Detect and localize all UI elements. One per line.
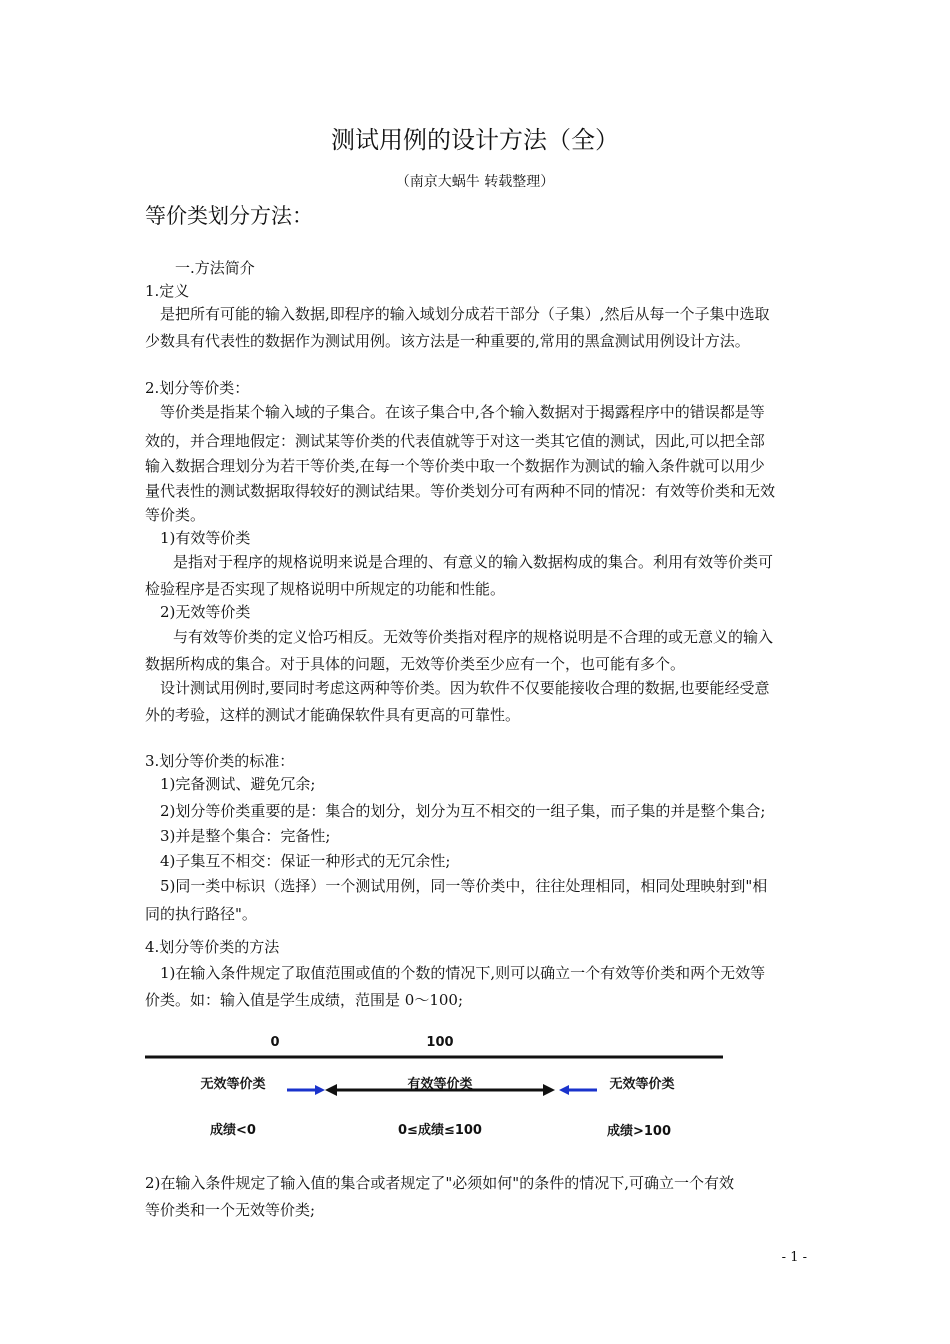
text-line: 设计测试用例时,要同时考虑这两种等价类。因为软件不仅要能接收合理的数据,也要能经受意 xyxy=(160,679,770,697)
text-line: 2)无效等价类 xyxy=(160,603,251,621)
tick-label-0: 0 xyxy=(270,1035,280,1050)
left-invalid-label: 无效等价类 xyxy=(200,1077,266,1092)
text-line: 少数具有代表性的数据作为测试用例。该方法是一种重要的,常用的黑盒测试用例设计方法。 xyxy=(145,332,750,350)
right-condition: 成绩>100 xyxy=(606,1124,672,1139)
right-blue-arrow xyxy=(559,1085,597,1095)
text-line: 2)划分等价类重要的是：集合的划分，划分为互不相交的一组子集，而子集的并是整个集合; xyxy=(160,802,766,820)
text-line: 等价类。 xyxy=(145,506,206,524)
middle-condition: 0≤成绩≤100 xyxy=(398,1123,482,1138)
document-subtitle: （南京大蜗牛 转载整理） xyxy=(395,174,555,190)
text-line: 量代表性的测试数据取得较好的测试结果。等价类划分可有两种不同的情况：有效等价类和无效 xyxy=(145,482,776,500)
text-line: 4)子集互不相交：保证一种形式的无冗余性; xyxy=(160,852,451,870)
text-line: 1)完备测试、避免冗余; xyxy=(160,775,316,793)
text-line: 数据所构成的集合。对于具体的问题，无效等价类至少应有一个，也可能有多个。 xyxy=(145,655,686,673)
tick-label-100: 100 xyxy=(426,1035,454,1050)
equivalence-class-diagram xyxy=(145,1027,725,1147)
valid-class-label: 有效等价类 xyxy=(407,1077,473,1092)
right-invalid-label: 无效等价类 xyxy=(609,1077,675,1092)
text-line: 5)同一类中标识（选择）一个测试用例，同一等价类中，往往处理相同，相同处理映射到"相 xyxy=(160,877,768,895)
text-line: 输入数据合理划分为若干等价类,在每一个等价类中取一个数据作为测试的输入条件就可以用少 xyxy=(145,457,765,475)
text-line: 检验程序是否实现了规格说明中所规定的功能和性能。 xyxy=(145,580,506,598)
text-line: 2)在输入条件规定了输入值的集合或者规定了"必须如何"的条件的情况下,可确立一个有效 xyxy=(145,1174,734,1192)
section-heading: 等价类划分方法： xyxy=(145,204,313,228)
text-line: 一.方法简介 xyxy=(175,259,255,277)
text-line: 1.定义 xyxy=(145,282,190,300)
text-line: 2.划分等价类： xyxy=(145,379,250,397)
text-line: 1)有效等价类 xyxy=(160,529,251,547)
text-line: 与有效等价类的定义恰巧相反。无效等价类指对程序的规格说明是不合理的或无意义的输入 xyxy=(173,628,774,646)
left-blue-arrow xyxy=(287,1085,325,1095)
text-line: 效的，并合理地假定：测试某等价类的代表值就等于对这一类其它值的测试，因此,可以把全部 xyxy=(145,432,765,450)
text-line: 外的考验，这样的测试才能确保软件具有更高的可靠性。 xyxy=(145,706,521,724)
document-title: 测试用例的设计方法（全） xyxy=(331,126,619,154)
text-line: 4.划分等价类的方法 xyxy=(145,938,280,956)
text-line: 3.划分等价类的标准： xyxy=(145,752,295,770)
page-number: - 1 - xyxy=(781,1250,807,1265)
text-line: 是把所有可能的输入数据,即程序的输入域划分成若干部分（子集）,然后从每一个子集中选取 xyxy=(160,305,770,323)
text-line: 等价类是指某个输入域的子集合。在该子集合中,各个输入数据对于揭露程序中的错误都是等 xyxy=(160,403,765,421)
text-line: 1)在输入条件规定了取值范围或值的个数的情况下,则可以确立一个有效等价类和两个无效等 xyxy=(160,964,766,982)
text-line: 等价类和一个无效等价类; xyxy=(145,1201,316,1219)
left-condition: 成绩<0 xyxy=(210,1123,256,1138)
text-line: 同的执行路径"。 xyxy=(145,905,257,923)
text-line: 价类。如：输入值是学生成绩，范围是 0～100; xyxy=(145,991,463,1009)
text-line: 3)并是整个集合：完备性; xyxy=(160,827,331,845)
text-line: 是指对于程序的规格说明来说是合理的、有意义的输入数据构成的集合。利用有效等价类可 xyxy=(173,553,774,571)
